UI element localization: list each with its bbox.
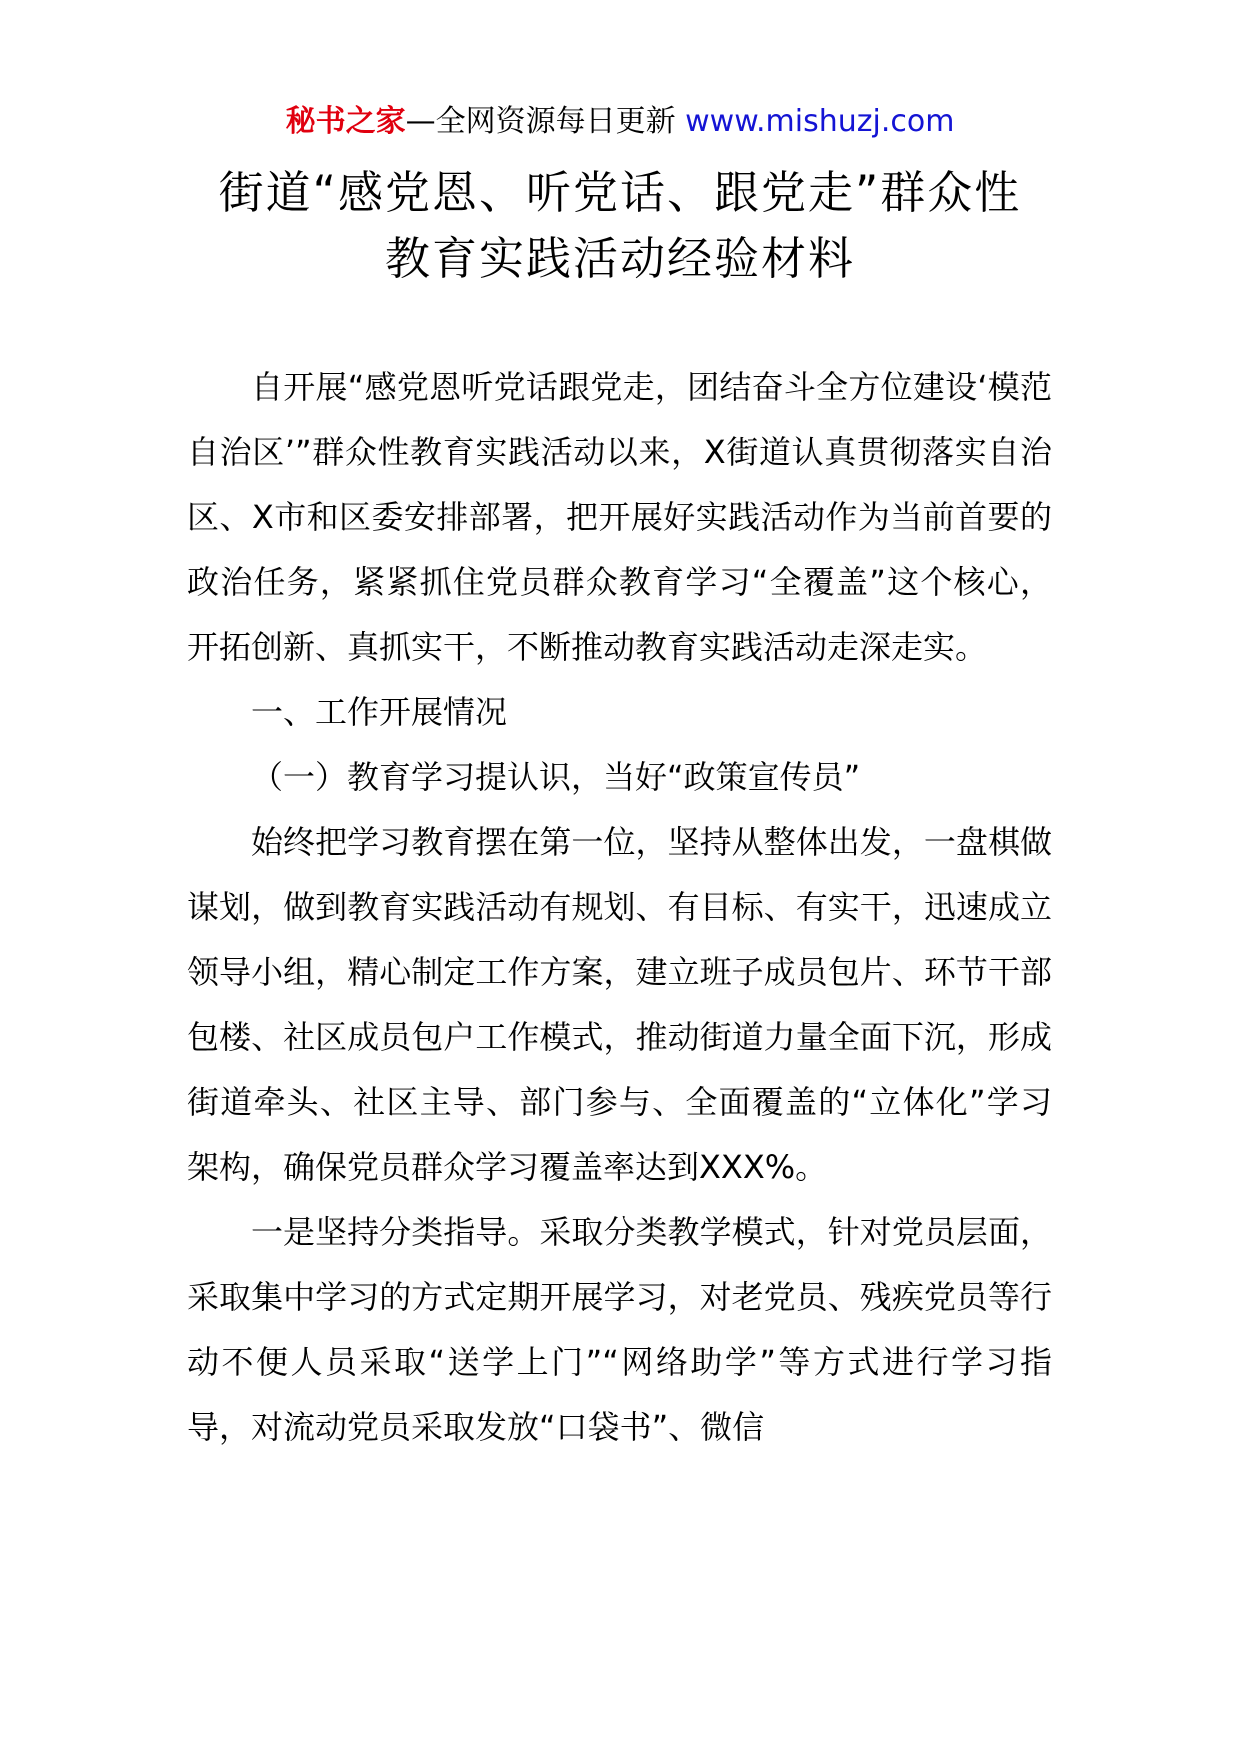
watermark-header xyxy=(0,100,1240,144)
title-line-1: 街道“感党恩、听党话、跟党走”群众性 xyxy=(218,166,1022,219)
title-line-2: 教育实践活动经验材料 xyxy=(384,232,855,285)
header-brand: 秘书之家 xyxy=(285,104,406,139)
section-heading: 一、工作开展情况 xyxy=(251,693,508,731)
header-url: www.mishuzj.com xyxy=(685,104,955,139)
subsection-heading: （一）教育学习提认识，当好“政策宣传员” xyxy=(251,758,861,796)
header-slogan: —全网资源每日更新 xyxy=(405,104,686,139)
body-paragraph: 始终把学习教育摆在第一位，坚持从整体出发，一盘棋做谋划，做到教育实践活动有规划、有目标、有实干，迅速成立领导小组，精心制定工作方案，建立班子成员包片、环节干部包楼、社区成员包户工作模式，推动街道力量全面下沉，形成街道牵头、社区主导、部门参与、全面覆盖的“立体化”学习架构，确保党员群众学习覆盖率达到XXX%。 xyxy=(187,823,1052,1186)
document-body xyxy=(187,355,1052,1460)
intro-paragraph: 自开展“感党恩听党话跟党走，团结奋斗全方位建设‘模范自治区’”群众性教育实践活动以来，X街道认真贯彻落实自治区、X市和区委安排部署，把开展好实践活动作为当前首要的政治任务，紧紧抓住党员群众教育学习“全覆盖”这个核心，开拓创新、真抓实干，不断推动教育实践活动走深走实。 xyxy=(187,368,1052,666)
body-paragraph: 一是坚持分类指导。采取分类教学模式，针对党员层面，采取集中学习的方式定期开展学习，对老党员、残疾党员等行动不便人员采取“送学上门”“网络助学”等方式进行学习指导，对流动党员采取发放“口袋书”、微信 xyxy=(187,1213,1052,1446)
document-title xyxy=(0,160,1240,292)
